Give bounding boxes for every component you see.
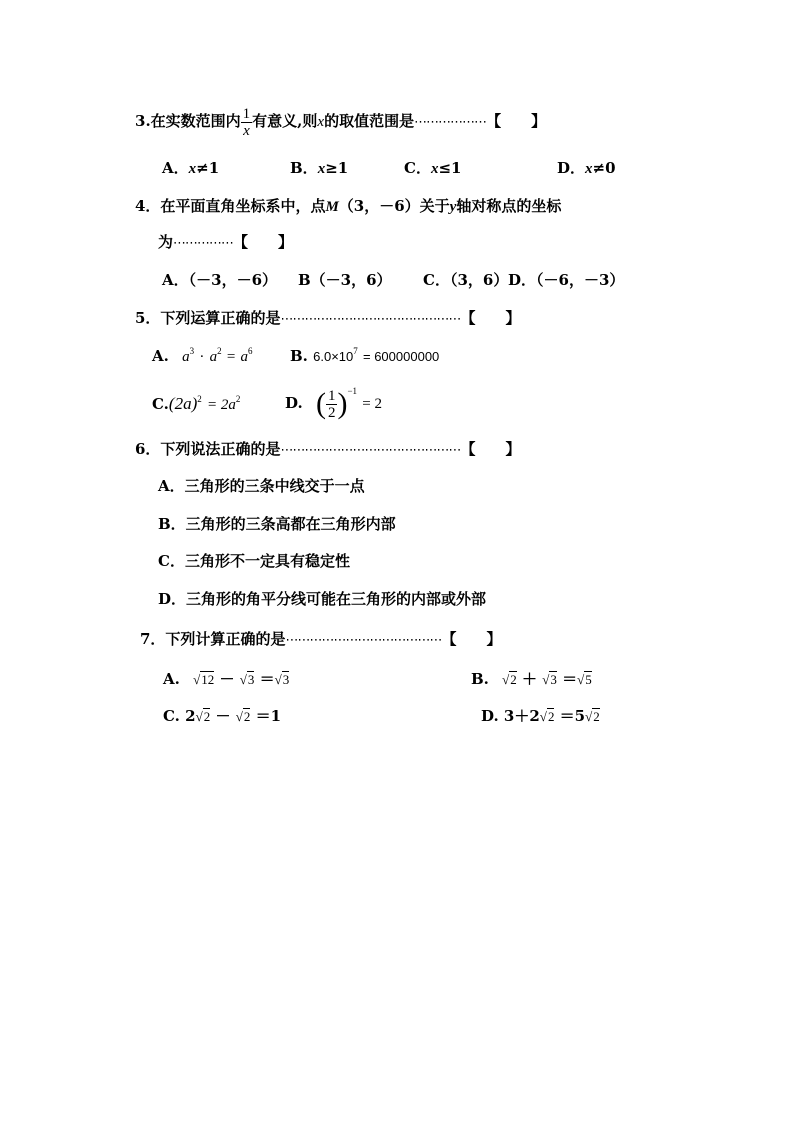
q6-option-c: C．三角形不一定具有稳定性	[158, 552, 350, 570]
q7-option-c: C. 2√2 － √2 ＝1	[163, 707, 281, 725]
q6-dots: ⋯⋯⋯⋯⋯⋯⋯⋯⋯⋯⋯⋯⋯⋯⋯	[280, 443, 461, 458]
q3-var: x	[317, 114, 325, 130]
q4-option-d: D．（－6，－3）	[508, 271, 625, 289]
q3-text-a: .在实数范围内	[145, 112, 241, 130]
q3-stem	[135, 103, 546, 141]
q4-axis: y	[449, 199, 457, 215]
q4-answer-bracket: 【 】	[233, 233, 294, 251]
q3-frac-den: x	[243, 122, 250, 139]
q7-answer-bracket: 【 】	[441, 630, 502, 648]
q3-option-b: B．x≥1	[290, 159, 349, 177]
q7-option-a: A. √12 － √3 ＝√3	[163, 670, 290, 688]
q4-point: M	[325, 199, 339, 215]
q7-option-d: D. 3＋2√2 ＝5√2	[481, 707, 600, 725]
q3-number: 3	[135, 112, 146, 130]
q3-answer-bracket: 【 】	[486, 112, 547, 130]
q3-dots: ⋯⋯⋯⋯⋯⋯	[414, 115, 487, 130]
q6-option-d: D．三角形的角平分线可能在三角形的内部或外部	[158, 590, 487, 608]
q5-option-b: B. $6.0\times 10^7 = 600000000$	[290, 346, 440, 365]
q6-option-b: B．三角形的三条高都在三角形内部	[158, 515, 396, 533]
q4-dots: ⋯⋯⋯⋯⋯	[173, 236, 234, 251]
q6-stem: 6．下列说法正确的是⋯⋯⋯⋯⋯⋯⋯⋯⋯⋯⋯⋯⋯⋯⋯【 】	[135, 440, 521, 458]
q4-stem-line1: 4．在平面直角坐标系中，点M（3，－6）关于y轴对称点的坐标	[135, 197, 562, 215]
q3-option-a: A．x≠1	[162, 159, 220, 177]
q4-option-c: C．（3，6）	[423, 271, 509, 289]
q3-frac-num: 1	[242, 105, 251, 122]
q5-option-c: $C.(2a)^2 = 2a^2$	[152, 394, 241, 413]
q3-fraction	[241, 106, 253, 139]
q5-stem: 5．下列运算正确的是⋯⋯⋯⋯⋯⋯⋯⋯⋯⋯⋯⋯⋯⋯⋯【 】	[135, 309, 521, 327]
q5-answer-bracket: 【 】	[460, 309, 521, 327]
q3-text-b: 有意义,则	[252, 112, 318, 130]
q7-dots: ⋯⋯⋯⋯⋯⋯⋯⋯⋯⋯⋯⋯⋯	[285, 633, 442, 648]
q5-d-fraction: ( $\frac{1}{2}$ )	[315, 387, 348, 421]
q4-option-a: A．（－3，－6）	[162, 271, 278, 289]
q7-option-b: B. √2 ＋ √3 ＝√5	[471, 670, 592, 688]
q3-option-d: D．x≠0	[557, 159, 616, 177]
q5-option-d: D. ( $\frac{1}{2}$ ) $^{-1}$ = 2	[285, 386, 382, 421]
q4-stem-line2: 为⋯⋯⋯⋯⋯【 】	[158, 233, 294, 251]
q5-dots: ⋯⋯⋯⋯⋯⋯⋯⋯⋯⋯⋯⋯⋯⋯⋯	[280, 312, 461, 327]
q6-answer-bracket: 【 】	[460, 440, 521, 458]
q7-stem: 7．下列计算正确的是⋯⋯⋯⋯⋯⋯⋯⋯⋯⋯⋯⋯⋯【 】	[140, 630, 502, 648]
q3-text-c: 的取值范围是	[324, 112, 415, 130]
q4-option-b: B（－3，6）	[298, 271, 392, 289]
q6-option-a: A．三角形的三条中线交于一点	[158, 477, 365, 495]
q5-option-a: A. $a^3 \cdot a^2 = a^6$	[152, 346, 253, 365]
q3-option-c: C．x≤1	[404, 159, 462, 177]
